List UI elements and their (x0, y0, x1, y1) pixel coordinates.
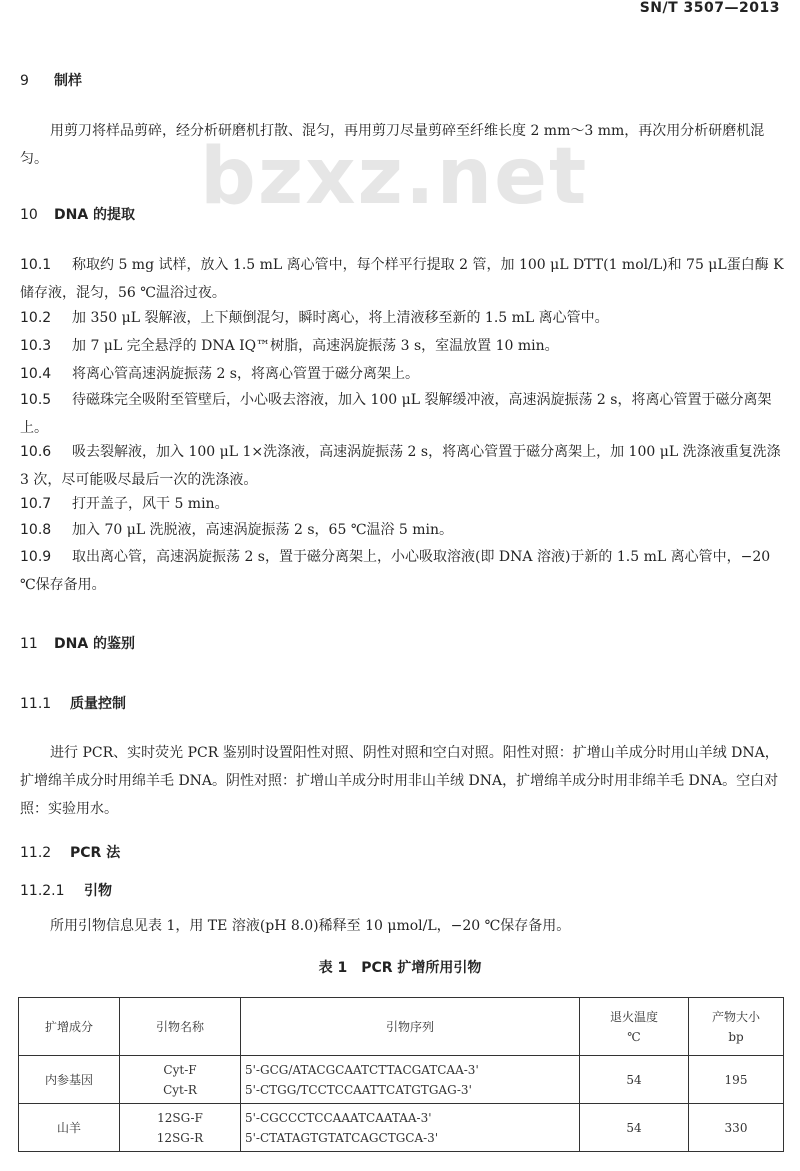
section-title: 质量控制 (70, 696, 126, 712)
section-11-1-text: 进行 PCR、实时荧光 PCR 鉴别时设置阳性对照、阴性对照和空白对照。阳性对照：扩增山羊成分时用山羊绒 DNA，扩增绵羊成分时用绵羊毛 DNA。阴性对照：扩增山羊成分时用非山羊绒 DNA，扩增绵羊成分时用非绵羊毛 DNA。空白对照：实验用水。 (20, 745, 779, 817)
section-title: DNA 的提取 (54, 207, 136, 223)
cell-name: Cyt-F Cyt-R (120, 1056, 241, 1104)
cell-sequence: 5'-CGCCCTCCAAATCAATAA-3' 5'-CTATAGTGTATCAGCTGCA-3' (241, 1104, 580, 1152)
section-number: 9 (20, 73, 29, 89)
section-title: 制样 (54, 73, 82, 89)
section-11-2-1-text: 所用引物信息见表 1，用 TE 溶液(pH 8.0)稀释至 10 μmol/L，−20 ℃保存备用。 (50, 918, 571, 934)
section-number: 11 (20, 636, 38, 652)
table-row (19, 1104, 784, 1152)
step-10-8: 10.8 加入 70 μL 洗脱液，高速涡旋振荡 2 s，65 ℃温浴 5 min。 (20, 522, 454, 538)
cell-size: 195 (689, 1056, 784, 1104)
step-10-9: 10.9 取出离心管，高速涡旋振荡 2 s，置于磁分离架上，小心吸取溶液(即 DNA 溶液)于新的 1.5 mL 离心管中，−20 ℃保存备用。 (20, 549, 771, 593)
table-row (19, 1056, 784, 1104)
cell-temp: 54 (580, 1056, 689, 1104)
step-10-4: 10.4 将离心管高速涡旋振荡 2 s，将离心管置于磁分离架上。 (20, 366, 419, 382)
header-component: 扩增成分 (19, 998, 120, 1056)
section-9-heading (20, 70, 82, 90)
section-title: PCR 法 (70, 845, 121, 861)
primer-table (18, 997, 784, 1152)
section-number: 10 (20, 207, 38, 223)
step-10-2: 10.2 加 350 μL 裂解液，上下颠倒混匀，瞬时离心，将上清液移至新的 1.5 mL 离心管中。 (20, 310, 609, 326)
section-11-2-heading (20, 842, 120, 862)
section-title: 引物 (84, 883, 112, 899)
table-caption: 表 1 PCR 扩增所用引物 (318, 960, 482, 976)
table-header-row (19, 998, 784, 1056)
section-9-text: 用剪刀将样品剪碎，经分析研磨机打散、混匀，再用剪刀尽量剪碎至纤维长度 2 mm～3 mm，再次用分析研磨机混匀。 (20, 123, 765, 167)
cell-name: 12SG-F 12SG-R (120, 1104, 241, 1152)
header-sequence: 引物序列 (241, 998, 580, 1056)
section-number: 11.1 (20, 696, 52, 712)
header-temp: 退火温度 ℃ (580, 998, 689, 1056)
cell-component: 内参基因 (19, 1056, 120, 1104)
step-10-1: 10.1 称取约 5 mg 试样，放入 1.5 mL 离心管中，每个样平行提取 2 管，加 100 μL DTT(1 mol/L)和 75 μL蛋白酶 K 储存液，混匀，56 ℃温浴过夜。 (20, 257, 784, 301)
section-number: 11.2.1 (20, 883, 65, 899)
section-number: 11.2 (20, 845, 52, 861)
section-11-2-1-heading (20, 880, 112, 900)
cell-size: 330 (689, 1104, 784, 1152)
section-10-heading (20, 204, 135, 224)
cell-component: 山羊 (19, 1104, 120, 1152)
section-title: DNA 的鉴别 (54, 636, 136, 652)
section-11-heading (20, 633, 135, 653)
header-size: 产物大小 bp (689, 998, 784, 1056)
standard-code: SN/T 3507—2013 (639, 0, 780, 16)
section-11-1-heading (20, 693, 126, 713)
step-10-3: 10.3 加 7 μL 完全悬浮的 DNA IQ™树脂，高速涡旋振荡 3 s，室温放置 10 min。 (20, 338, 559, 354)
cell-temp: 54 (580, 1104, 689, 1152)
step-10-6: 10.6 吸去裂解液，加入 100 μL 1×洗涤液，高速涡旋振荡 2 s，将离心管置于磁分离架上，加 100 μL 洗涤液重复洗涤 3 次，尽可能吸尽最后一次的洗涤液。 (20, 444, 781, 488)
watermark: bzxz.net (200, 132, 589, 222)
header-name: 引物名称 (120, 998, 241, 1056)
step-10-5: 10.5 待磁珠完全吸附至管壁后，小心吸去溶液，加入 100 μL 裂解缓冲液，高速涡旋振荡 2 s，将离心管置于磁分离架上。 (20, 392, 772, 436)
cell-sequence: 5'-GCG/ATACGCAATCTTACGATCAA-3' 5'-CTGG/TCCTCCAATTCATGTGAG-3' (241, 1056, 580, 1104)
step-10-7: 10.7 打开盖子，风干 5 min。 (20, 496, 229, 512)
